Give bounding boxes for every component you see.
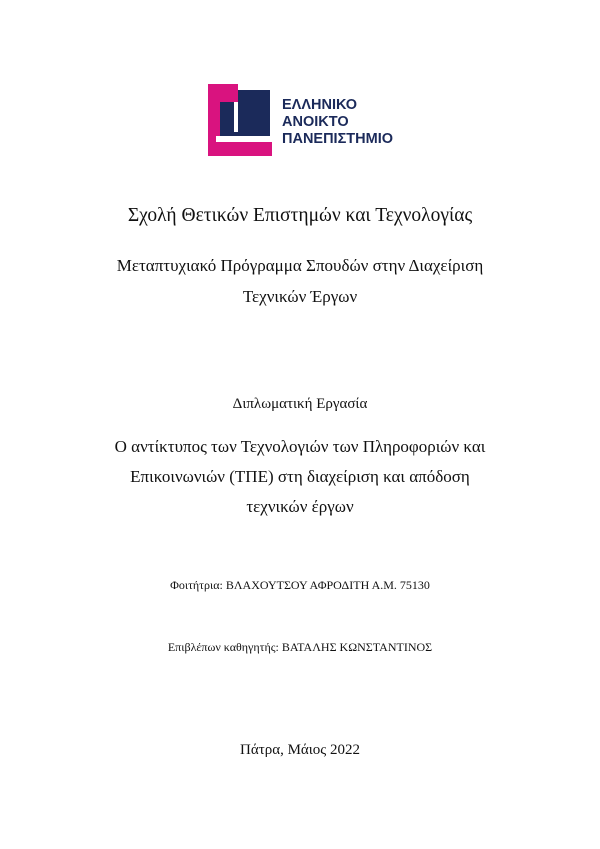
program-line-2: Τεχνικών Έργων (242, 287, 358, 306)
program-line-1: Μεταπτυχιακό Πρόγραμμα Σπουδών στην Διαχείριση (116, 256, 484, 275)
university-logo (208, 84, 398, 156)
school-name: Σχολή Θετικών Επιστημών και Τεχνολογίας (127, 205, 473, 226)
thesis-title-line-2: Επικοινωνιών (ΤΠΕ) στη διαχείριση και απόδοση (130, 467, 470, 486)
student-info: Φοιτήτρια: ΒΛΑΧΟΥΤΣΟΥ ΑΦΡΟΔΙΤΗ Α.Μ. 75130 (170, 578, 430, 592)
logo-line-1: ΕΛΛΗΝΙΚΟ (282, 97, 358, 113)
logo-line-3: ΠΑΝΕΠΙΣΤΗΜΙΟ (282, 131, 394, 147)
thesis-title-line-1: Ο αντίκτυπος των Τεχνολογιών των Πληροφοριών και (114, 437, 486, 456)
place-and-date: Πάτρα, Μάιος 2022 (240, 742, 360, 758)
logo-line-2: ΑΝΟΙΚΤΟ (282, 114, 349, 130)
eap-logo-mark-icon (208, 84, 278, 156)
logo-wordmark (282, 97, 393, 148)
thesis-title-line-3: τεχνικών έργων (246, 497, 354, 516)
supervisor-info: Επιβλέπων καθηγητής: ΒΑΤΑΛΗΣ ΚΩΝΣΤΑΝΤΙΝΟΣ (167, 640, 433, 654)
thesis-type-label: Διπλωματική Εργασία (232, 396, 368, 412)
